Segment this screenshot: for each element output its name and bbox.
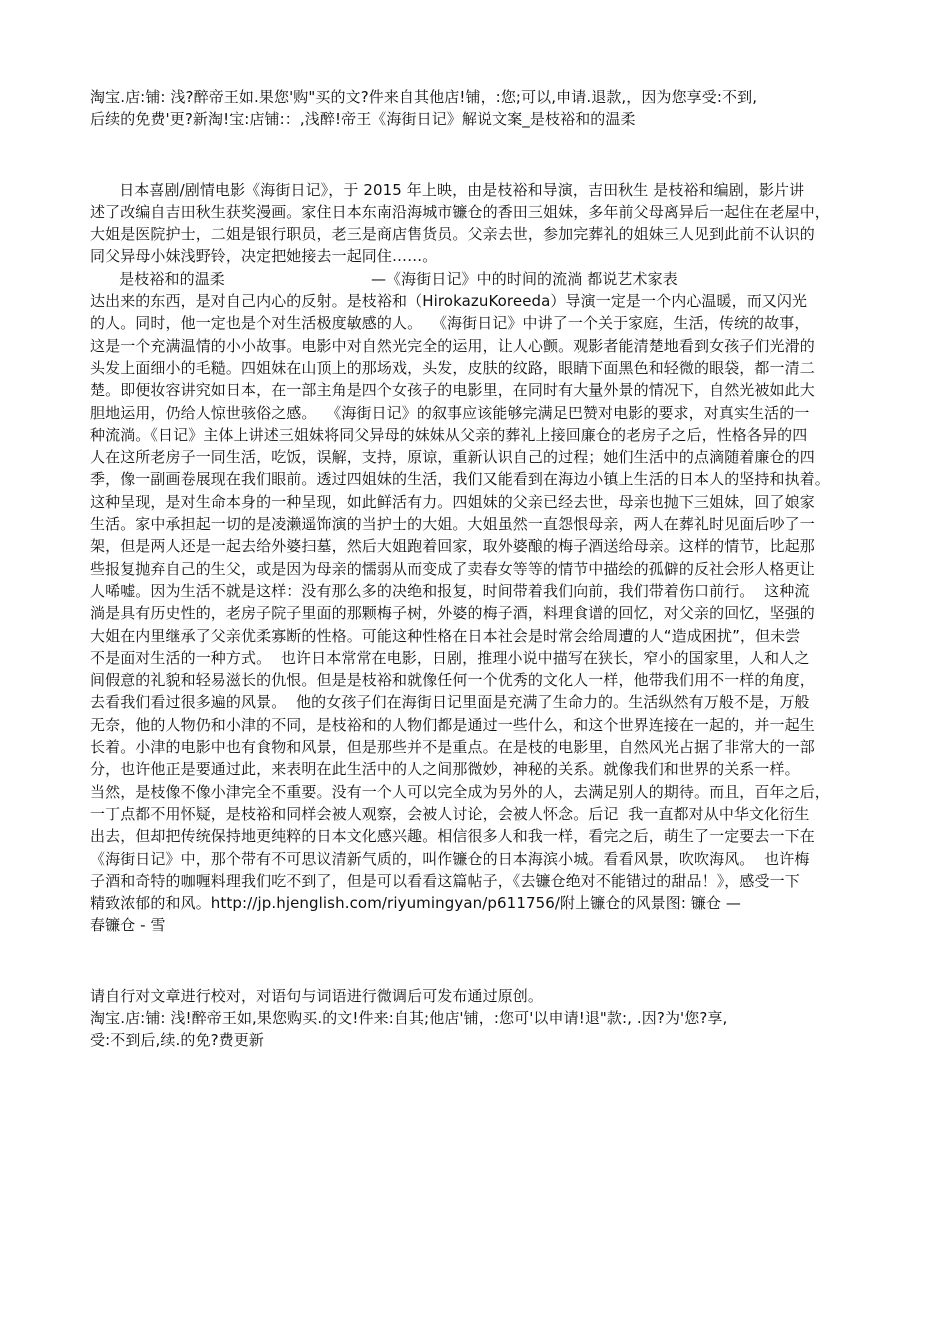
body-line: 出去，但却把传统保持地更纯粹的日本文化感兴趣。相信很多人和我一样，看完之后，萌生了一定要去一下在 bbox=[90, 827, 815, 846]
header-notice bbox=[90, 86, 870, 131]
body-line: 这种呈现，是对生命本身的一种呈现，如此鲜活有力。四姐妹的父亲已经去世，母亲也抛下三姐妹，回了娘家 bbox=[90, 492, 815, 511]
body-line: 胆地运用，仍给人惊世骇俗之感。 《海街日记》的叙事应该能够完满足巴赞对电影的要求，对真实生活的一 bbox=[90, 403, 810, 422]
body-line: 无奈，他的人物仍和小津的不同，是枝裕和的人物们都是通过一些什么，和这个世界连接在一起的，并一起生 bbox=[90, 715, 815, 734]
body-line: 种流淌。《日记》主体上讲述三姐妹将同父异母的妹妹从父亲的葬礼上接回廉仓的老房子之后，性格各异的四 bbox=[90, 425, 808, 444]
body-line: 淌是具有历史性的，老房子院子里面的那颗梅子树，外婆的梅子酒，料理食谱的回忆，对父亲的回忆，坚强的 bbox=[90, 604, 815, 623]
body-line: 当然，是枝像不像小津完全不重要。没有一个人可以完全成为另外的人，去满足别人的期待。而且，百年之后， bbox=[90, 782, 830, 801]
body-line: 人在这所老房子一同生活，吃饭，误解，支持，原谅，重新认识自己的过程；她们生活中的点滴随着廉仓的四 bbox=[90, 448, 815, 467]
body-line: 同父异母小妹浅野铃，决定把她接去一起同住……。 bbox=[90, 247, 438, 266]
body-line: 头发上面细小的毛糙。四姐妹在山顶上的那场戏，头发，皮肤的纹路，眼睛下面黑色和轻微的眼袋，都一清二 bbox=[90, 358, 815, 377]
body-line: 子酒和奇特的咖喱料理我们吃不到了，但是可以看看这篇帖子，《去镰仓绝对不能错过的甜品！》，感受一下 bbox=[90, 871, 800, 890]
body-line: 间假意的礼貌和轻易滋长的仇恨。但是是枝裕和就像任何一个优秀的文化人一样，他带我们用不一样的角度， bbox=[90, 671, 815, 690]
header-line: 后续的免费'更?新淘!宝:店铺:：,浅醉!帝王《海街日记》解说文案_是枝裕和的温柔 bbox=[90, 110, 636, 129]
footer-line: 淘宝.店:铺: 浅!醉帝王如,果您购买.的文!件来:自其;他店'铺，:您可'以申请!退"款:, .因?为'您?享, bbox=[90, 1008, 728, 1027]
footer-line: 受:不到后,续.的免?费更新 bbox=[90, 1031, 264, 1050]
body-line: 这是一个充满温情的小小故事。电影中对自然光完全的运用，让人心颤。观影者能清楚地看到女孩子们光滑的 bbox=[90, 336, 815, 355]
body-line: 楚。即便妆容讲究如日本，在一部主角是四个女孩子的电影里，在同时有大量外景的情况下，自然光被如此大 bbox=[90, 381, 815, 400]
body-line: 人唏嘘。因为生活不就是这样：没有那么多的决绝和报复，时间带着我们向前，我们带着伤口前行。 这种流 bbox=[90, 581, 810, 600]
body-line: 《海街日记》中，那个带有不可思议清新气质的，叫作镰仓的日本海滨小城。看看风景，吹吹海风。 也许梅 bbox=[90, 849, 810, 868]
body-line: 生活。家中承担起一切的是凌濑遥饰演的当护士的大姐。大姐虽然一直怨恨母亲，两人在葬礼时见面后吵了一 bbox=[90, 515, 815, 534]
footer-line: 请自行对文章进行校对，对语句与词语进行微调后可发布通过原创。 bbox=[90, 986, 544, 1005]
body-line: 一丁点都不用怀疑，是枝裕和同样会被人观察，会被人讨论，会被人怀念。后记 我一直都对从中华文化衍生 bbox=[90, 804, 810, 823]
body-line: 架，但是两人还是一起去给外婆扫墓，然后大姐跑着回家，取外婆酿的梅子酒送给母亲。这样的情节，比起那 bbox=[90, 537, 815, 556]
document-page bbox=[90, 86, 870, 1052]
body-line: 大姐是医院护士，二姐是银行职员，老三是商店售货员。父亲去世，参加完葬礼的姐妹三人见到此前不认识的 bbox=[90, 225, 815, 244]
article-body bbox=[90, 179, 870, 937]
body-line: 大姐在内里继承了父亲优柔寡断的性格。可能这种性格在日本社会是时常会给周遭的人“造成困扰”，但未尝 bbox=[90, 626, 801, 645]
body-line: 精致浓郁的和风。http://jp.hjenglish.com/riyumingyan/p611756/附上镰仓的风景图: 镰仓 — bbox=[90, 894, 742, 913]
body-line: 达出来的东西，是对自己内心的反射。是枝裕和（HirokazuKoreeda）导演一定是一个内心温暖，而又闪光 bbox=[90, 292, 808, 311]
footer-notice bbox=[90, 985, 870, 1052]
body-line: 去看我们看过很多遍的风景。 他的女孩子们在海街日记里面是充满了生命力的。生活纵然有万般不是，万般 bbox=[90, 693, 810, 712]
body-line: 是枝裕和的温柔 —《海街日记》中的时间的流淌 都说艺术家表 bbox=[90, 269, 678, 288]
header-line: 淘宝.店:铺: 浅?醉帝王如.果您'购"买的文?件来自其他店!铺，:您;可以,申请.退款,，因为您享受:不到, bbox=[90, 88, 758, 106]
body-line: 不是面对生活的一种方式。 也许日本常常在电影，日剧，推理小说中描写在狭长，窄小的国家里，人和人之 bbox=[90, 648, 810, 667]
body-line: 分，也许他正是要通过此，来表明在此生活中的人之间那微妙，神秘的关系。就像我们和世界的关系一样。 bbox=[90, 760, 800, 779]
body-line: 的人。同时，他一定也是个对生活极度敏感的人。 《海街日记》中讲了一个关于家庭，生活，传统的故事， bbox=[90, 314, 810, 333]
body-line: 长着。小津的电影中也有食物和风景，但是那些并不是重点。在是枝的电影里，自然风光占据了非常大的一部 bbox=[90, 738, 815, 757]
body-line: 日本喜剧/剧情电影《海街日记》，于 2015 年上映，由是枝裕和导演，吉田秋生 是枝裕和编剧，影片讲 bbox=[90, 180, 805, 199]
body-line: 春镰仓 - 雪 bbox=[90, 916, 166, 935]
body-line: 述了改编自吉田秋生获奖漫画。家住日本东南沿海城市镰仓的香田三姐妹，多年前父母离异后一起住在老屋中， bbox=[90, 202, 830, 221]
body-line: 些报复抛弃自己的生父，或是因为母亲的懦弱从而变成了卖春女等等的情节中描绘的孤僻的反社会形人格更让 bbox=[90, 559, 815, 578]
body-line: 季，像一副画卷展现在我们眼前。透过四姐妹的生活，我们又能看到在海边小镇上生活的日本人的坚持和执着。 bbox=[90, 470, 830, 489]
